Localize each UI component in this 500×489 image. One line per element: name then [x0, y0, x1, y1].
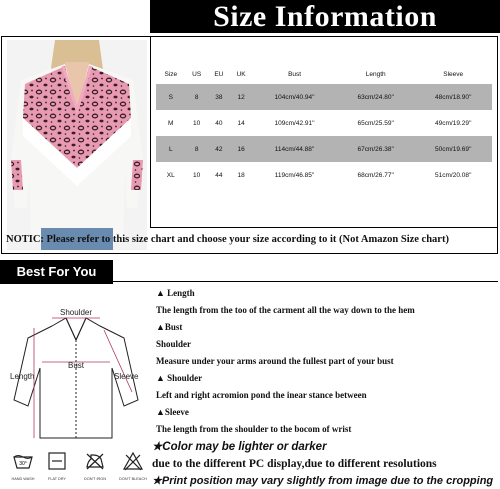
table-cell: 12: [230, 84, 252, 110]
table-cell: 40: [215, 119, 223, 127]
display-note: due to the different PC display,due to different resolutions: [152, 458, 437, 470]
table-cell: 10: [193, 171, 201, 179]
care-label: FLAT DRY: [48, 477, 66, 481]
table-row: [156, 110, 492, 136]
no-iron-icon: [84, 451, 106, 471]
care-temp: 30°: [19, 461, 27, 467]
hand-wash-icon: [12, 451, 34, 471]
measurement-diagram: [4, 288, 152, 446]
care-label: HAND WASH: [11, 477, 35, 481]
col-eu: EU: [214, 70, 224, 78]
measure-sleeve-heading: ▲Sleeve: [156, 407, 189, 417]
page-title: Size Information: [150, 0, 500, 33]
table-cell: M: [168, 119, 174, 127]
measure-length-heading: ▲ Length: [156, 288, 195, 298]
care-label: DON'T BLEACH: [119, 477, 147, 481]
product-photo: [7, 40, 147, 250]
col-sleeve: Sleeve: [443, 70, 464, 78]
table-cell: 10: [193, 119, 201, 127]
sleeve-label: Sleeve: [114, 372, 139, 381]
table-cell: 68cm/26.77'': [357, 171, 394, 179]
table-cell: 38: [208, 84, 230, 110]
col-length: Length: [365, 70, 386, 78]
table-cell: 104cm/40.94'': [252, 84, 337, 110]
table-cell: 119cm/46.85'': [274, 171, 315, 179]
col-bust: Bust: [288, 70, 302, 78]
table-row: [156, 84, 492, 110]
print-note: ★Print position may vary slightly from image due to the cropping: [152, 475, 494, 487]
no-bleach-icon: [122, 451, 144, 471]
care-label: DON'T IRON: [84, 477, 106, 481]
measure-shoulder-heading: ▲ Shoulder: [156, 373, 203, 383]
table-cell: 65cm/25.59'': [357, 119, 394, 127]
table-cell: 51cm/20.08'': [435, 171, 472, 179]
table-cell: S: [156, 84, 186, 110]
table-cell: 114cm/44.88'': [252, 136, 337, 162]
table-cell: 14: [237, 119, 245, 127]
care-dont-iron: [78, 451, 112, 481]
measure-shoulder-text: Shoulder: [156, 339, 192, 349]
section-rule: [113, 281, 498, 282]
table-row: [156, 162, 492, 188]
best-for-you-tab: Best For You: [0, 260, 113, 284]
color-note: ★Color may be lighter or darker: [152, 441, 327, 453]
care-icons: [6, 451, 154, 489]
table-cell: XL: [166, 171, 175, 179]
measure-bust-heading: ▲Bust: [156, 322, 183, 332]
table-cell: 42: [208, 136, 230, 162]
size-notice: NOTIC: Please refer to this size chart and choose your size according to it (Not Amazon Size chart): [6, 234, 449, 245]
table-cell: 49cm/19.29'': [435, 119, 472, 127]
table-cell: 63cm/24.80'': [337, 84, 414, 110]
table-header-row: [156, 64, 492, 84]
sweater-model-image: [7, 40, 147, 250]
length-label: Length: [10, 372, 35, 381]
col-us: US: [192, 70, 202, 78]
table-cell: 44: [215, 171, 223, 179]
table-cell: 8: [186, 84, 208, 110]
flat-dry-icon: [46, 451, 68, 471]
table-cell: 67cm/26.38'': [337, 136, 414, 162]
care-flat-dry: [40, 451, 74, 481]
care-dont-bleach: [116, 451, 150, 481]
table-cell: L: [156, 136, 186, 162]
table-cell: 109cm/42.91'': [274, 119, 315, 127]
table-cell: 18: [237, 171, 245, 179]
table-cell: 48cm/18.90'': [414, 84, 492, 110]
divider-vertical: [150, 36, 151, 228]
shoulder-label: Shoulder: [60, 308, 93, 317]
table-row: [156, 136, 492, 162]
table-cell: 16: [230, 136, 252, 162]
measure-shoulder-desc: Left and right acromion pond the inear stance between: [156, 390, 367, 400]
measure-bust-text: Measure under your arms around the fullest part of your bust: [156, 356, 394, 366]
table-cell: 8: [186, 136, 208, 162]
care-hand-wash: [6, 451, 40, 481]
col-size: Size: [164, 70, 178, 78]
divider-horizontal: [150, 227, 498, 228]
size-table: [156, 64, 492, 188]
col-uk: UK: [236, 70, 246, 78]
measure-sleeve-text: The length from the shoulder to the bocom of wrist: [156, 424, 352, 434]
table-cell: 50cm/19.69'': [414, 136, 492, 162]
bust-label: Bust: [68, 361, 85, 370]
measure-length-text: The length from the too of the carment all the way down to the hem: [156, 305, 415, 315]
